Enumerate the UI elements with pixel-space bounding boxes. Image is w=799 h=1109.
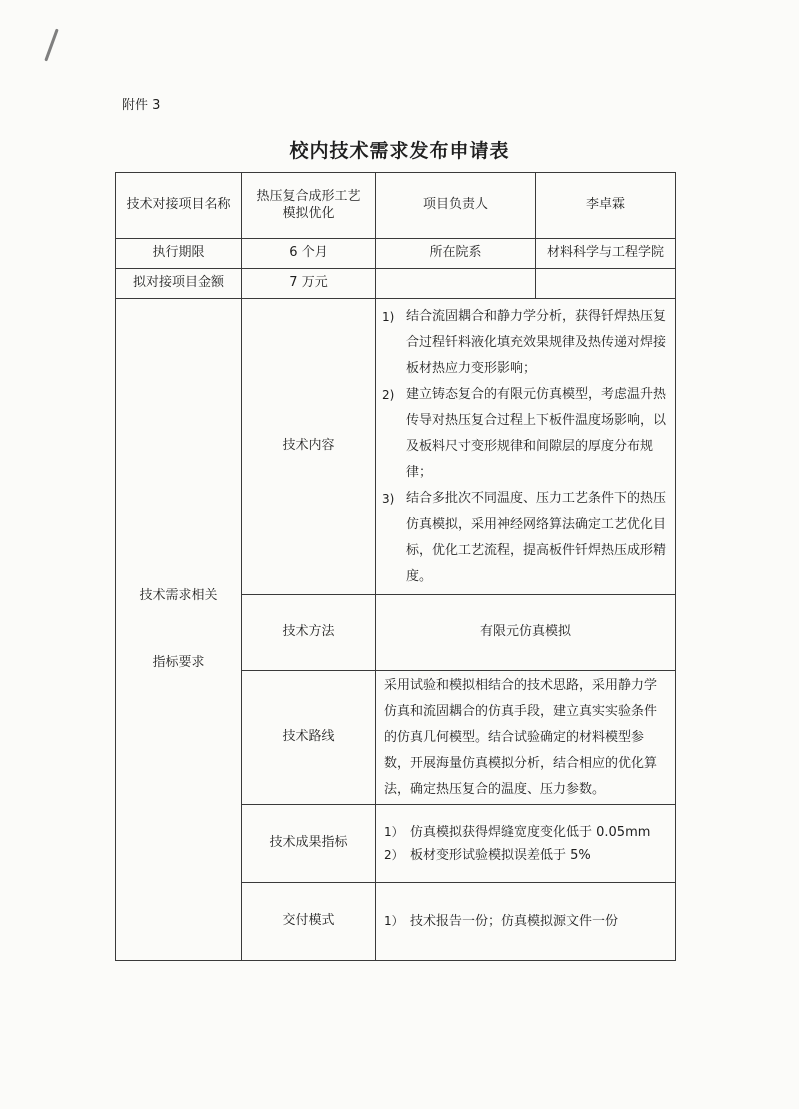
content-cell (376, 299, 676, 595)
table-row (116, 269, 676, 299)
table-row (116, 299, 676, 595)
leader-label: 项目负责人 (376, 173, 536, 239)
side-label-line2: 指标要求 (152, 654, 205, 670)
empty-cell (536, 269, 676, 299)
delivery-cell (376, 883, 676, 961)
delivery-label: 交付模式 (242, 883, 376, 961)
list-item: 1) 结合流固耦合和静力学分析，获得钎焊热压复合过程钎料液化填充效果规律及热传递对焊接板材热应力变形影响； (382, 308, 667, 376)
side-label-line1: 技术需求相关 (139, 587, 218, 603)
empty-cell (376, 269, 536, 299)
period-label: 执行期限 (116, 239, 242, 269)
amount-value: 7 万元 (242, 269, 376, 299)
amount-label: 拟对接项目金额 (116, 269, 242, 299)
method-value: 有限元仿真模拟 (376, 595, 676, 671)
route-label: 技术路线 (242, 671, 376, 805)
list-item: 1） 技术报告一份；仿真模拟源文件一份 (384, 914, 619, 929)
list-item: 2) 建立铸态复合的有限元仿真模型，考虑温升热传导对热压复合过程上下板件温度场影响，以及板料尺寸变形规律和间隙层的厚度分布规律； (382, 386, 667, 480)
requirements-side-label (116, 299, 242, 961)
content-label: 技术内容 (242, 299, 376, 595)
list-item: 3) 结合多批次不同温度、压力工艺条件下的热压仿真模拟，采用神经网络算法确定工艺优化目标，优化工艺流程，提高板件钎焊热压成形精度。 (382, 490, 667, 584)
dept-value: 材料科学与工程学院 (536, 239, 676, 269)
list-item: 1） 仿真模拟获得焊缝宽度变化低于 0.05mm (384, 824, 651, 840)
project-name-label: 技术对接项目名称 (116, 173, 242, 239)
content-list (376, 304, 675, 590)
application-form-table (115, 172, 676, 961)
table-row (116, 239, 676, 269)
period-value: 6 个月 (242, 239, 376, 269)
project-name-line2: 模拟优化 (282, 205, 335, 221)
dept-label: 所在院系 (376, 239, 536, 269)
delivery-list (376, 910, 675, 933)
leader-value: 李卓霖 (536, 173, 676, 239)
form-title: 校内技术需求发布申请表 (289, 140, 510, 162)
project-name-line1: 热压复合成形工艺 (256, 188, 361, 204)
route-text: 采用试验和模拟相结合的技术思路，采用静力学仿真和流固耦合的仿真手段，建立真实实验条件的仿真几何模型。结合试验确定的材料模型参数，开展海量仿真模拟分析，结合相应的优化算法，确定热压复合的温度、压力参数。 (384, 677, 658, 797)
method-label: 技术方法 (242, 595, 376, 671)
pen-mark (44, 29, 58, 62)
result-list (376, 821, 675, 867)
project-name-value (242, 173, 376, 239)
attachment-label: 附件 3 (122, 98, 161, 113)
list-item: 2） 板材变形试验模拟误差低于 5% (384, 847, 591, 863)
result-cell (376, 805, 676, 883)
result-label: 技术成果指标 (242, 805, 376, 883)
route-cell (376, 671, 676, 805)
table-row (116, 173, 676, 239)
